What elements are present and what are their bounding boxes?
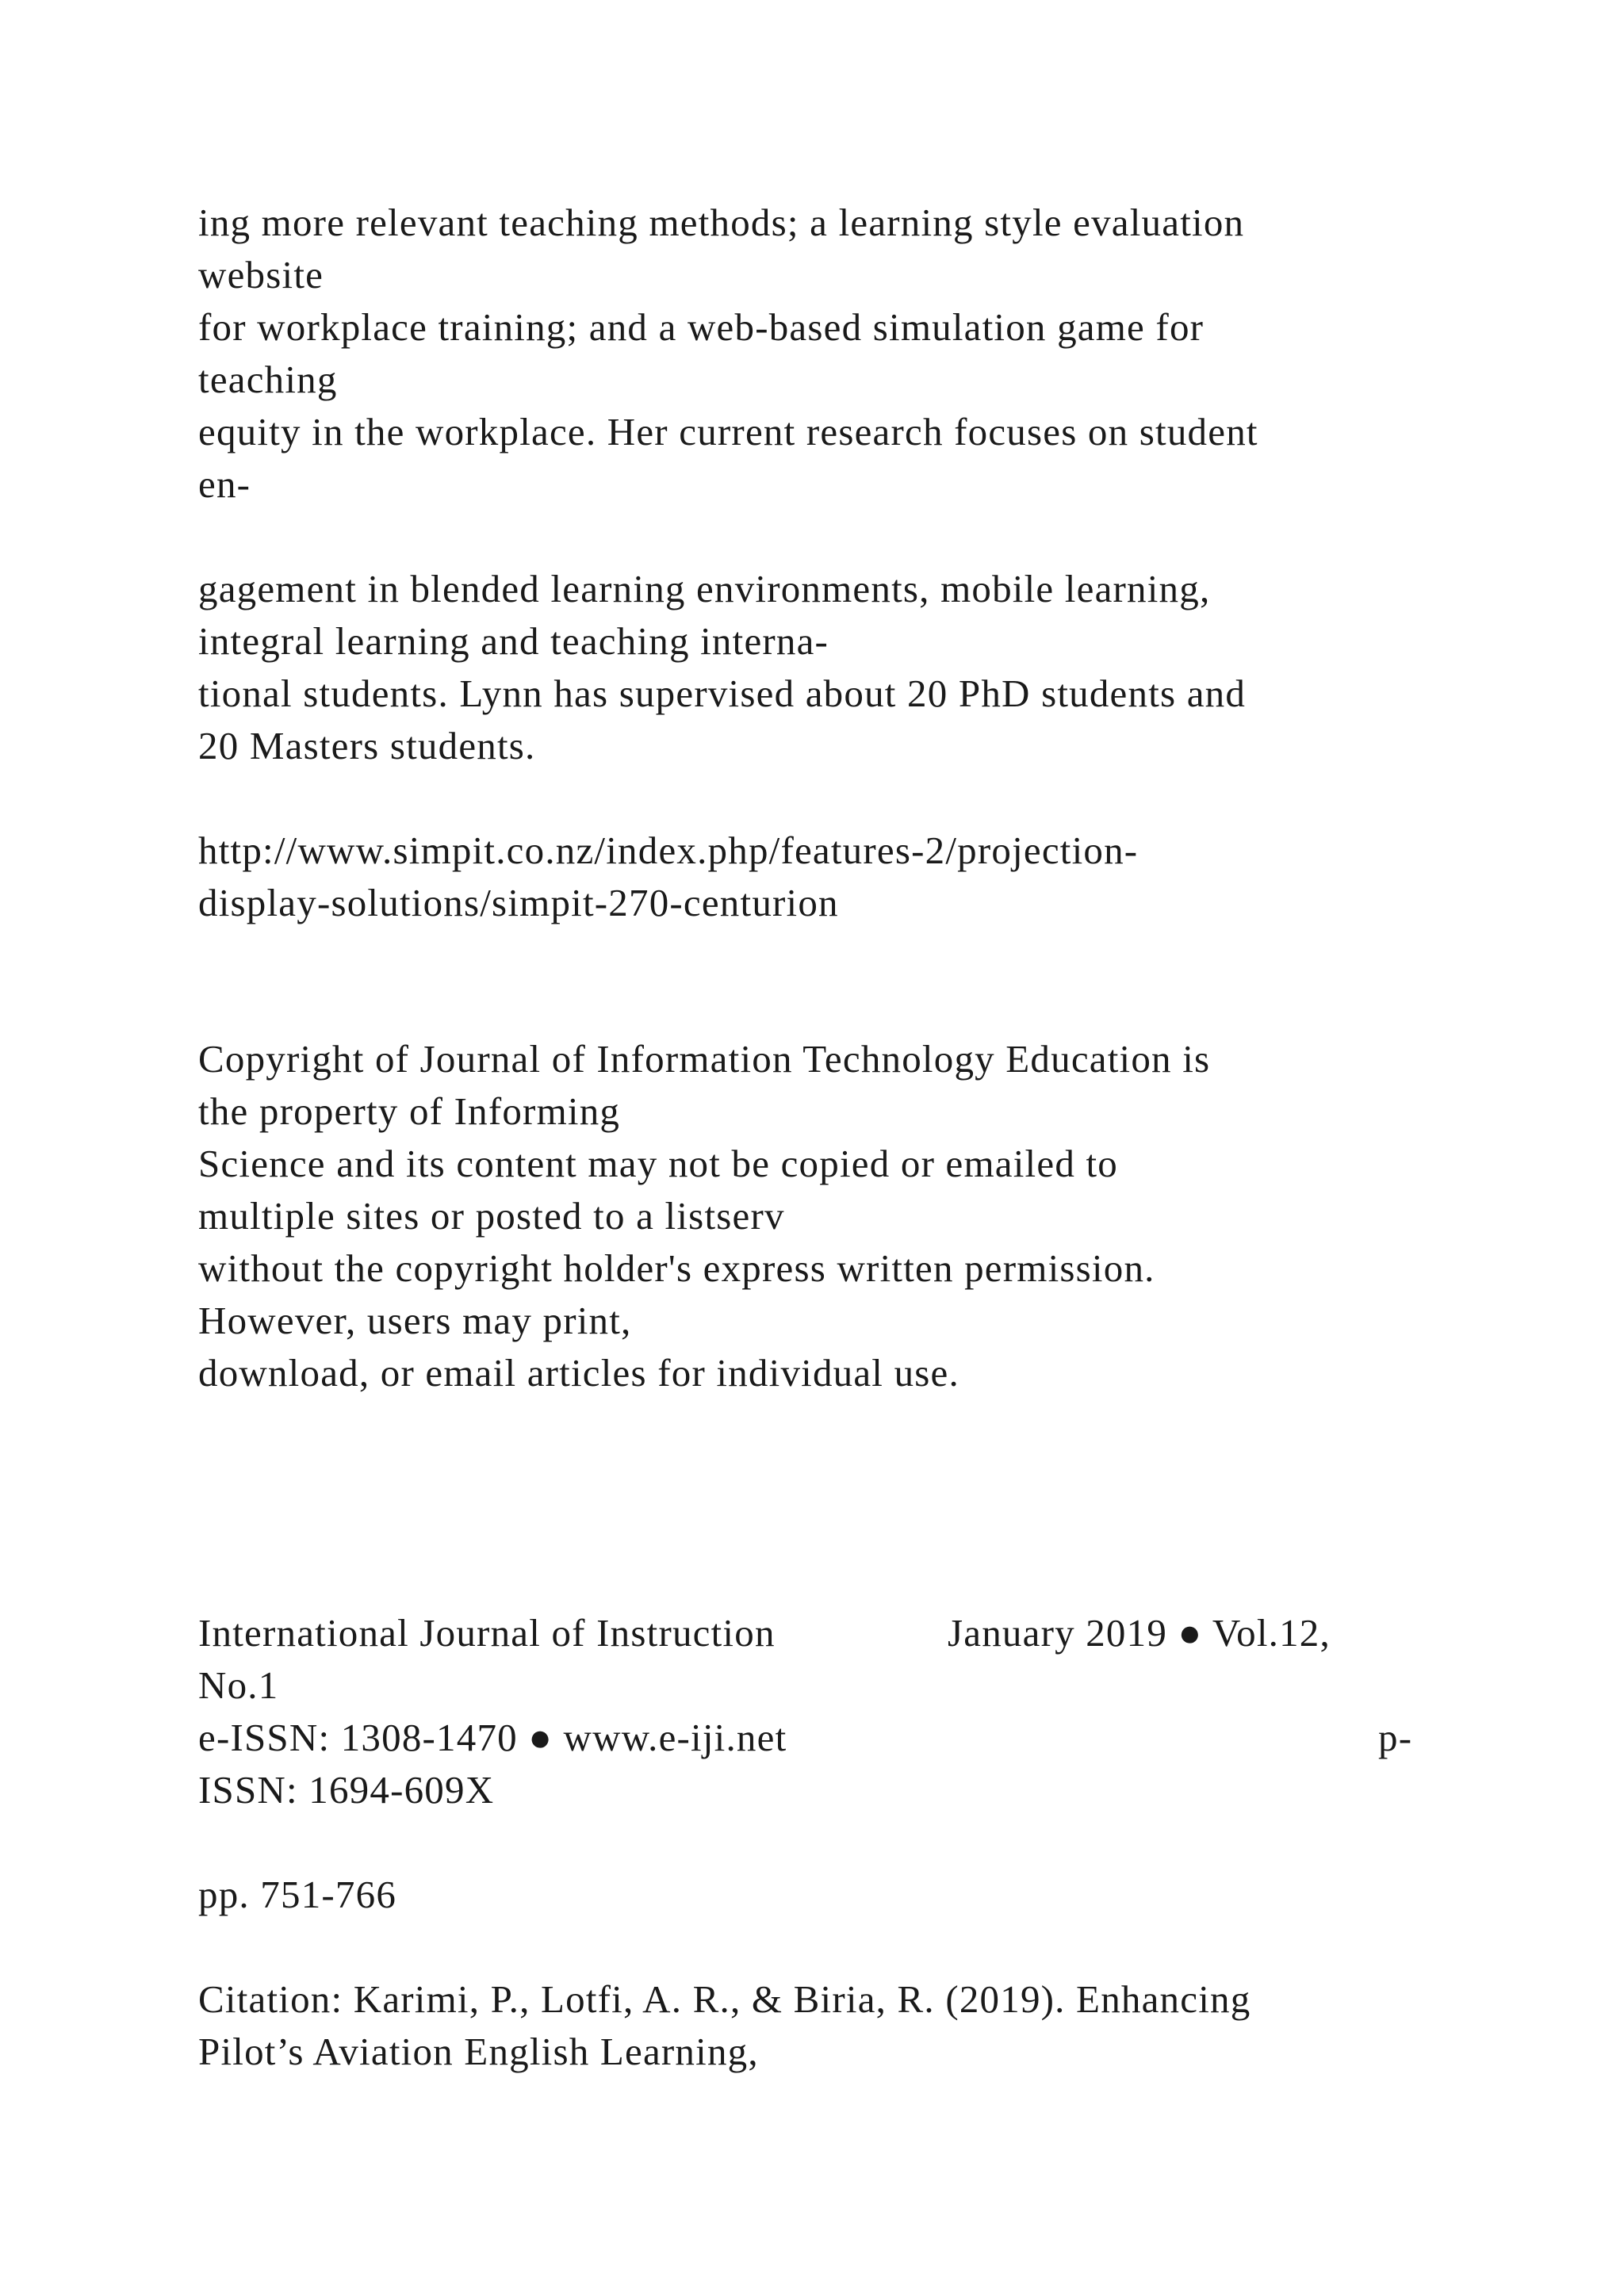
bio-line-4: teaching bbox=[198, 358, 338, 401]
journal-eissn: e-ISSN: 1308-1470 ● www.e-iji.net bbox=[198, 1716, 787, 1759]
bio-line-5: equity in the workplace. Her current research focuses on student bbox=[198, 410, 1258, 453]
url-line-1: http://www.simpit.co.nz/index.php/features-2/projection- bbox=[198, 828, 1139, 872]
bio-line-10: 20 Masters students. bbox=[198, 724, 536, 767]
copyright-line-3: Science and its content may not be copied or emailed to bbox=[198, 1142, 1118, 1185]
bio-line-3: for workplace training; and a web-based simulation game for bbox=[198, 305, 1205, 349]
bio-line-2: website bbox=[198, 253, 324, 297]
copyright-line-2: the property of Informing bbox=[198, 1089, 621, 1133]
copyright-line-7: download, or email articles for individual use. bbox=[198, 1351, 959, 1395]
copyright-line-1: Copyright of Journal of Information Technology Education is bbox=[198, 1037, 1211, 1081]
copyright-line-4: multiple sites or posted to a listserv bbox=[198, 1194, 785, 1238]
bio-line-8: integral learning and teaching interna- bbox=[198, 619, 829, 663]
journal-issue: No.1 bbox=[198, 1663, 279, 1707]
journal-date-volume: January 2019 ● Vol.12, bbox=[948, 1611, 1331, 1655]
copyright-line-6: However, users may print, bbox=[198, 1299, 632, 1342]
bio-line-7: gagement in blended learning environments, mobile learning, bbox=[198, 567, 1211, 610]
bio-line-9: tional students. Lynn has supervised about 20 PhD students and bbox=[198, 672, 1247, 715]
citation-line-2: Pilot’s Aviation English Learning, bbox=[198, 2030, 759, 2073]
bio-line-1: ing more relevant teaching methods; a learning style evaluation bbox=[198, 201, 1245, 244]
bio-line-6: en- bbox=[198, 462, 251, 506]
copyright-line-5: without the copyright holder's express written permission. bbox=[198, 1246, 1155, 1290]
journal-name: International Journal of Instruction bbox=[198, 1611, 776, 1655]
journal-pages: pp. 751-766 bbox=[198, 1873, 397, 1916]
url-line-2: display-solutions/simpit-270-centurion bbox=[198, 881, 839, 924]
journal-pissn: ISSN: 1694-609X bbox=[198, 1768, 495, 1812]
journal-p-prefix: p- bbox=[1378, 1716, 1413, 1759]
citation-line-1: Citation: Karimi, P., Lotfi, A. R., & Biria, R. (2019). Enhancing bbox=[198, 1977, 1251, 2021]
